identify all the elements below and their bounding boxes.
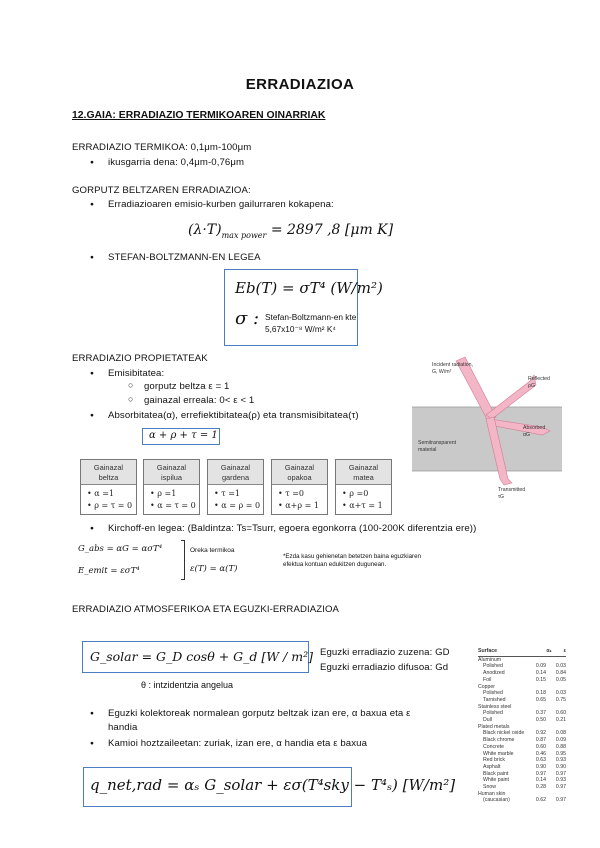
visible-range-item: ● ikusgarria dena: 0,4μm-0,76μm (108, 157, 244, 168)
table-cell-surface: Human skin (478, 790, 506, 797)
table-cell-surface: Black chrome (483, 737, 515, 744)
table-col-eps: ε (563, 648, 566, 654)
kirchhoff-label: Oreka termikoa (190, 547, 235, 554)
page-title: ERRADIAZIOA (245, 76, 355, 93)
table-cell-alpha: 0.92 (535, 730, 546, 737)
table-cell-eps: 0.09 (555, 737, 566, 744)
table-cell-eps: 0.97 (555, 797, 566, 804)
table-cell-surface: Plated metals (478, 723, 510, 730)
absorptivity-item: ● Absorbitatea(α), errefiektibitatea(ρ) eta transmisibitatea(τ) (108, 410, 359, 421)
table-cell-surface: Red brick (483, 757, 505, 764)
table-cell-surface: Foil (483, 676, 492, 683)
kirchhoff-eq-absorbed: G_abs = αG = ασT⁴ (78, 544, 163, 554)
table-cell-alpha: 0.97 (535, 770, 546, 777)
table-cell-surface: White marble (483, 750, 514, 757)
table-header (478, 648, 566, 657)
thermal-heading: ERRADIAZIO TERMIKOA: 0,1μm-100μm (72, 142, 252, 153)
sigma-value: 5,67x10⁻⁸ W/m² K⁴ (265, 324, 336, 334)
table-cell-eps: 0.84 (555, 670, 566, 677)
atmospheric-heading: ERRADIAZIO ATMOSFERIKOA ETA EGUZKI-ERRADIAZIOA (72, 604, 340, 615)
card-body (272, 485, 327, 512)
card-opaque-surface (271, 459, 328, 515)
table-cell-alpha (532, 657, 546, 664)
surface-properties-table (478, 648, 566, 804)
table-cell-surface: Copper (478, 683, 496, 690)
card-line: • ρ =0 (342, 489, 369, 498)
table-cell-alpha: 0.87 (535, 737, 546, 744)
card-title: Gainazal (220, 463, 251, 472)
table-row (478, 730, 566, 737)
table-cell-alpha: 0.14 (535, 777, 546, 784)
stefan-boltzmann-box (224, 269, 383, 346)
card-subtitle: gardena (221, 473, 250, 482)
table-row (478, 797, 566, 804)
stefan-boltzmann-item: ● STEFAN-BOLTZMANN-EN LEGEA (108, 252, 261, 263)
table-row (478, 764, 566, 771)
kirchhoff-brace (181, 540, 185, 580)
table-row (478, 751, 566, 758)
sum-equation: α + ρ + τ = 1 (149, 430, 218, 441)
sigma-name: Stefan-Boltzmann-en kte (265, 312, 357, 322)
table-cell-eps (552, 704, 566, 711)
wien-lhs: (λ·T) (188, 222, 222, 238)
refrigerated-truck-item: ● Kamioi hoztzaileetan: zuriak, izan ere, α handia eta ε baxua (108, 738, 367, 749)
card-header (144, 460, 199, 485)
card-body (144, 485, 199, 512)
table-row (478, 704, 566, 711)
kirchhoff-note: *Ezda kasu gehienetan betetzen baina eguzkiaren efektua kontuan edukitzen dugunean. (283, 553, 421, 568)
kirchhoff-item: ● Kirchoff-en legea: (Baldintza: Ts=Tsurr, egoera egonkorra (100-200K diferentzia ere)) (108, 523, 476, 534)
table-col-surface: Surface (478, 648, 498, 654)
card-line: • α = τ = 0 (150, 501, 196, 510)
table-cell-surface: Black nickel oxide (483, 730, 525, 737)
card-line: • ρ = τ = 0 (87, 501, 133, 510)
card-line: • α+τ = 1 (342, 501, 383, 510)
emissivity-item: ● Emisibitatea: (108, 368, 164, 379)
wien-subscript: max power (221, 231, 267, 240)
kirchhoff-eq-emitted: E_emit = εσT⁴ (78, 566, 140, 576)
table-cell-alpha: 0.37 (535, 710, 546, 717)
card-black-surface (80, 459, 137, 515)
card-body (336, 485, 391, 512)
card-header (81, 460, 136, 485)
table-cell-eps: 0.90 (555, 763, 566, 770)
card-title: Gainazal (284, 463, 315, 472)
card-line: • α =1 (87, 489, 114, 498)
table-cell-surface: Snow (483, 784, 496, 791)
card-header (336, 460, 391, 485)
table-cell-surface: Polished (483, 710, 503, 717)
table-cell-alpha: 0.60 (535, 743, 546, 750)
table-cell-eps: 0.03 (555, 690, 566, 697)
table-row (478, 710, 566, 717)
absorbed-label: Absorbed αG (523, 425, 546, 438)
table-cell-surface: Concrete (483, 743, 505, 750)
table-cell-alpha: 0.62 (535, 797, 546, 804)
card-line: • τ =0 (278, 489, 305, 498)
table-cell-alpha: 0.46 (535, 750, 546, 757)
table-cell-alpha (532, 791, 546, 798)
table-cell-alpha (532, 724, 546, 731)
sb-formula: Eb(T) = σT⁴ (W/m²) (235, 279, 383, 297)
table-cell-alpha: 0.15 (535, 676, 546, 683)
table-cell-eps: 0.03 (555, 663, 566, 670)
table-cell-eps: 0.60 (555, 710, 566, 717)
sigma-symbol: σ : (235, 308, 260, 329)
table-cell-eps: 0.97 (555, 770, 566, 777)
table-cell-eps (552, 657, 566, 664)
table-cell-alpha: 0.28 (535, 784, 546, 791)
card-body (208, 485, 263, 512)
black-body-emissivity: ○ gorputz beltza ε = 1 (144, 381, 229, 392)
card-header (272, 460, 327, 485)
qnet-box (83, 767, 456, 807)
table-cell-surface: Anodized (483, 670, 505, 677)
table-body (478, 657, 566, 804)
table-cell-surface: Polished (483, 690, 503, 697)
table-cell-surface: Black paint (483, 770, 509, 777)
table-cell-eps: 0.88 (555, 743, 566, 750)
card-subtitle: opakoa (287, 473, 312, 482)
table-cell-eps: 0.75 (555, 696, 566, 703)
blackbody-heading: GORPUTZ BELTZAREN ERRADIAZIOA: (72, 185, 251, 196)
table-cell-surface: (caucasian) (483, 797, 510, 804)
table-row (478, 777, 566, 784)
transmitted-label: Transmitted τG (498, 487, 526, 500)
solar-collector-item-cont: handia (108, 722, 138, 733)
table-row (478, 684, 566, 691)
table-cell-eps (552, 724, 566, 731)
table-row (478, 771, 566, 778)
table-cell-surface: Polished (483, 663, 503, 670)
card-subtitle: beltza (98, 473, 119, 482)
table-row (478, 690, 566, 697)
card-transparent-surface (207, 459, 264, 515)
incident-label: Incident radiation, G, W/m² (432, 362, 473, 375)
table-cell-alpha: 0.63 (535, 757, 546, 764)
table-cell-surface: Dull (483, 717, 492, 724)
table-cell-alpha (532, 704, 546, 711)
table-cell-alpha: 0.14 (535, 670, 546, 677)
card-mirror-surface (143, 459, 200, 515)
table-row (478, 677, 566, 684)
table-cell-alpha: 0.50 (535, 717, 546, 724)
table-row (478, 744, 566, 751)
card-body (81, 485, 136, 512)
material-label: Semitransparent material (418, 440, 457, 453)
emission-peak-item: ● Erradiazioaren emisio-kurben gailurraren kokapena: (108, 199, 334, 210)
table-cell-surface: Tarnished (483, 696, 506, 703)
table-cell-eps: 0.93 (555, 777, 566, 784)
real-surface-emissivity: ○ gainazal erreala: 0< ε < 1 (144, 395, 254, 406)
card-line: • α = ρ = 0 (214, 501, 261, 510)
table-row (478, 784, 566, 791)
table-row (478, 657, 566, 664)
sum-equation-box (142, 428, 220, 445)
qnet-formula: q_net,rad = αₛ G_solar + εσ(T⁴sky − T⁴ₛ) [W/m²] (90, 776, 456, 794)
card-line: • ρ =1 (150, 489, 177, 498)
wien-law-formula (188, 222, 393, 240)
incidence-angle-label: θ : intzidentzia angelua (141, 680, 234, 690)
table-col-alpha: αₛ (546, 648, 552, 654)
table-cell-eps: 0.05 (555, 676, 566, 683)
card-title: Gainazal (348, 463, 379, 472)
table-cell-eps (552, 684, 566, 691)
table-row (478, 663, 566, 670)
card-matte-surface (335, 459, 392, 515)
table-cell-eps: 0.21 (555, 717, 566, 724)
gsolar-formula: G_solar = G_D cosθ + G_d [W / m²] (90, 649, 313, 664)
card-title: Gainazal (93, 463, 124, 472)
properties-heading: ERRADIAZIO PROPIETATEAK (72, 353, 208, 364)
table-row (478, 757, 566, 764)
table-cell-alpha: 0.18 (535, 690, 546, 697)
table-row (478, 670, 566, 677)
solar-collector-item: ● Eguzki kolektoreak normalean gorputz beltzak izan ere, α baxua eta ε (108, 708, 410, 719)
section-subtitle: 12.GAIA: ERRADIAZIO TERMIKOAREN OINARRIAK (72, 110, 326, 121)
table-cell-eps (552, 791, 566, 798)
table-cell-eps: 0.95 (555, 750, 566, 757)
table-cell-surface: Stainless steel (478, 703, 512, 710)
table-cell-surface: White paint (483, 777, 509, 784)
card-subtitle: ispilua (161, 473, 182, 482)
table-row (478, 724, 566, 731)
table-row (478, 697, 566, 704)
card-line: • τ =1 (214, 489, 241, 498)
table-row (478, 717, 566, 724)
table-cell-surface: Asphalt (483, 763, 501, 770)
gsolar-box (82, 641, 313, 673)
kirchhoff-result: ε(T) = α(T) (190, 564, 238, 574)
card-title: Gainazal (156, 463, 187, 472)
table-cell-eps: 0.97 (555, 784, 566, 791)
table-cell-eps: 0.08 (555, 730, 566, 737)
table-cell-surface: Aluminum (478, 656, 502, 663)
reflected-label: Reflected ρG (528, 376, 550, 389)
card-line: • α+ρ = 1 (278, 501, 319, 510)
direct-solar-label: Eguzki erradiazio zuzena: GD (320, 647, 450, 658)
table-cell-alpha: 0.09 (535, 663, 546, 670)
card-header (208, 460, 263, 485)
table-cell-alpha (532, 684, 546, 691)
table-row (478, 791, 566, 798)
table-cell-alpha: 0.65 (535, 696, 546, 703)
table-row (478, 737, 566, 744)
card-subtitle: matea (353, 473, 374, 482)
wien-rhs: = 2897 ,8 [μm K] (270, 222, 394, 238)
diffuse-solar-label: Eguzki erradiazio difusoa: Gd (320, 662, 449, 673)
table-cell-alpha: 0.90 (535, 763, 546, 770)
table-cell-eps: 0.93 (555, 757, 566, 764)
